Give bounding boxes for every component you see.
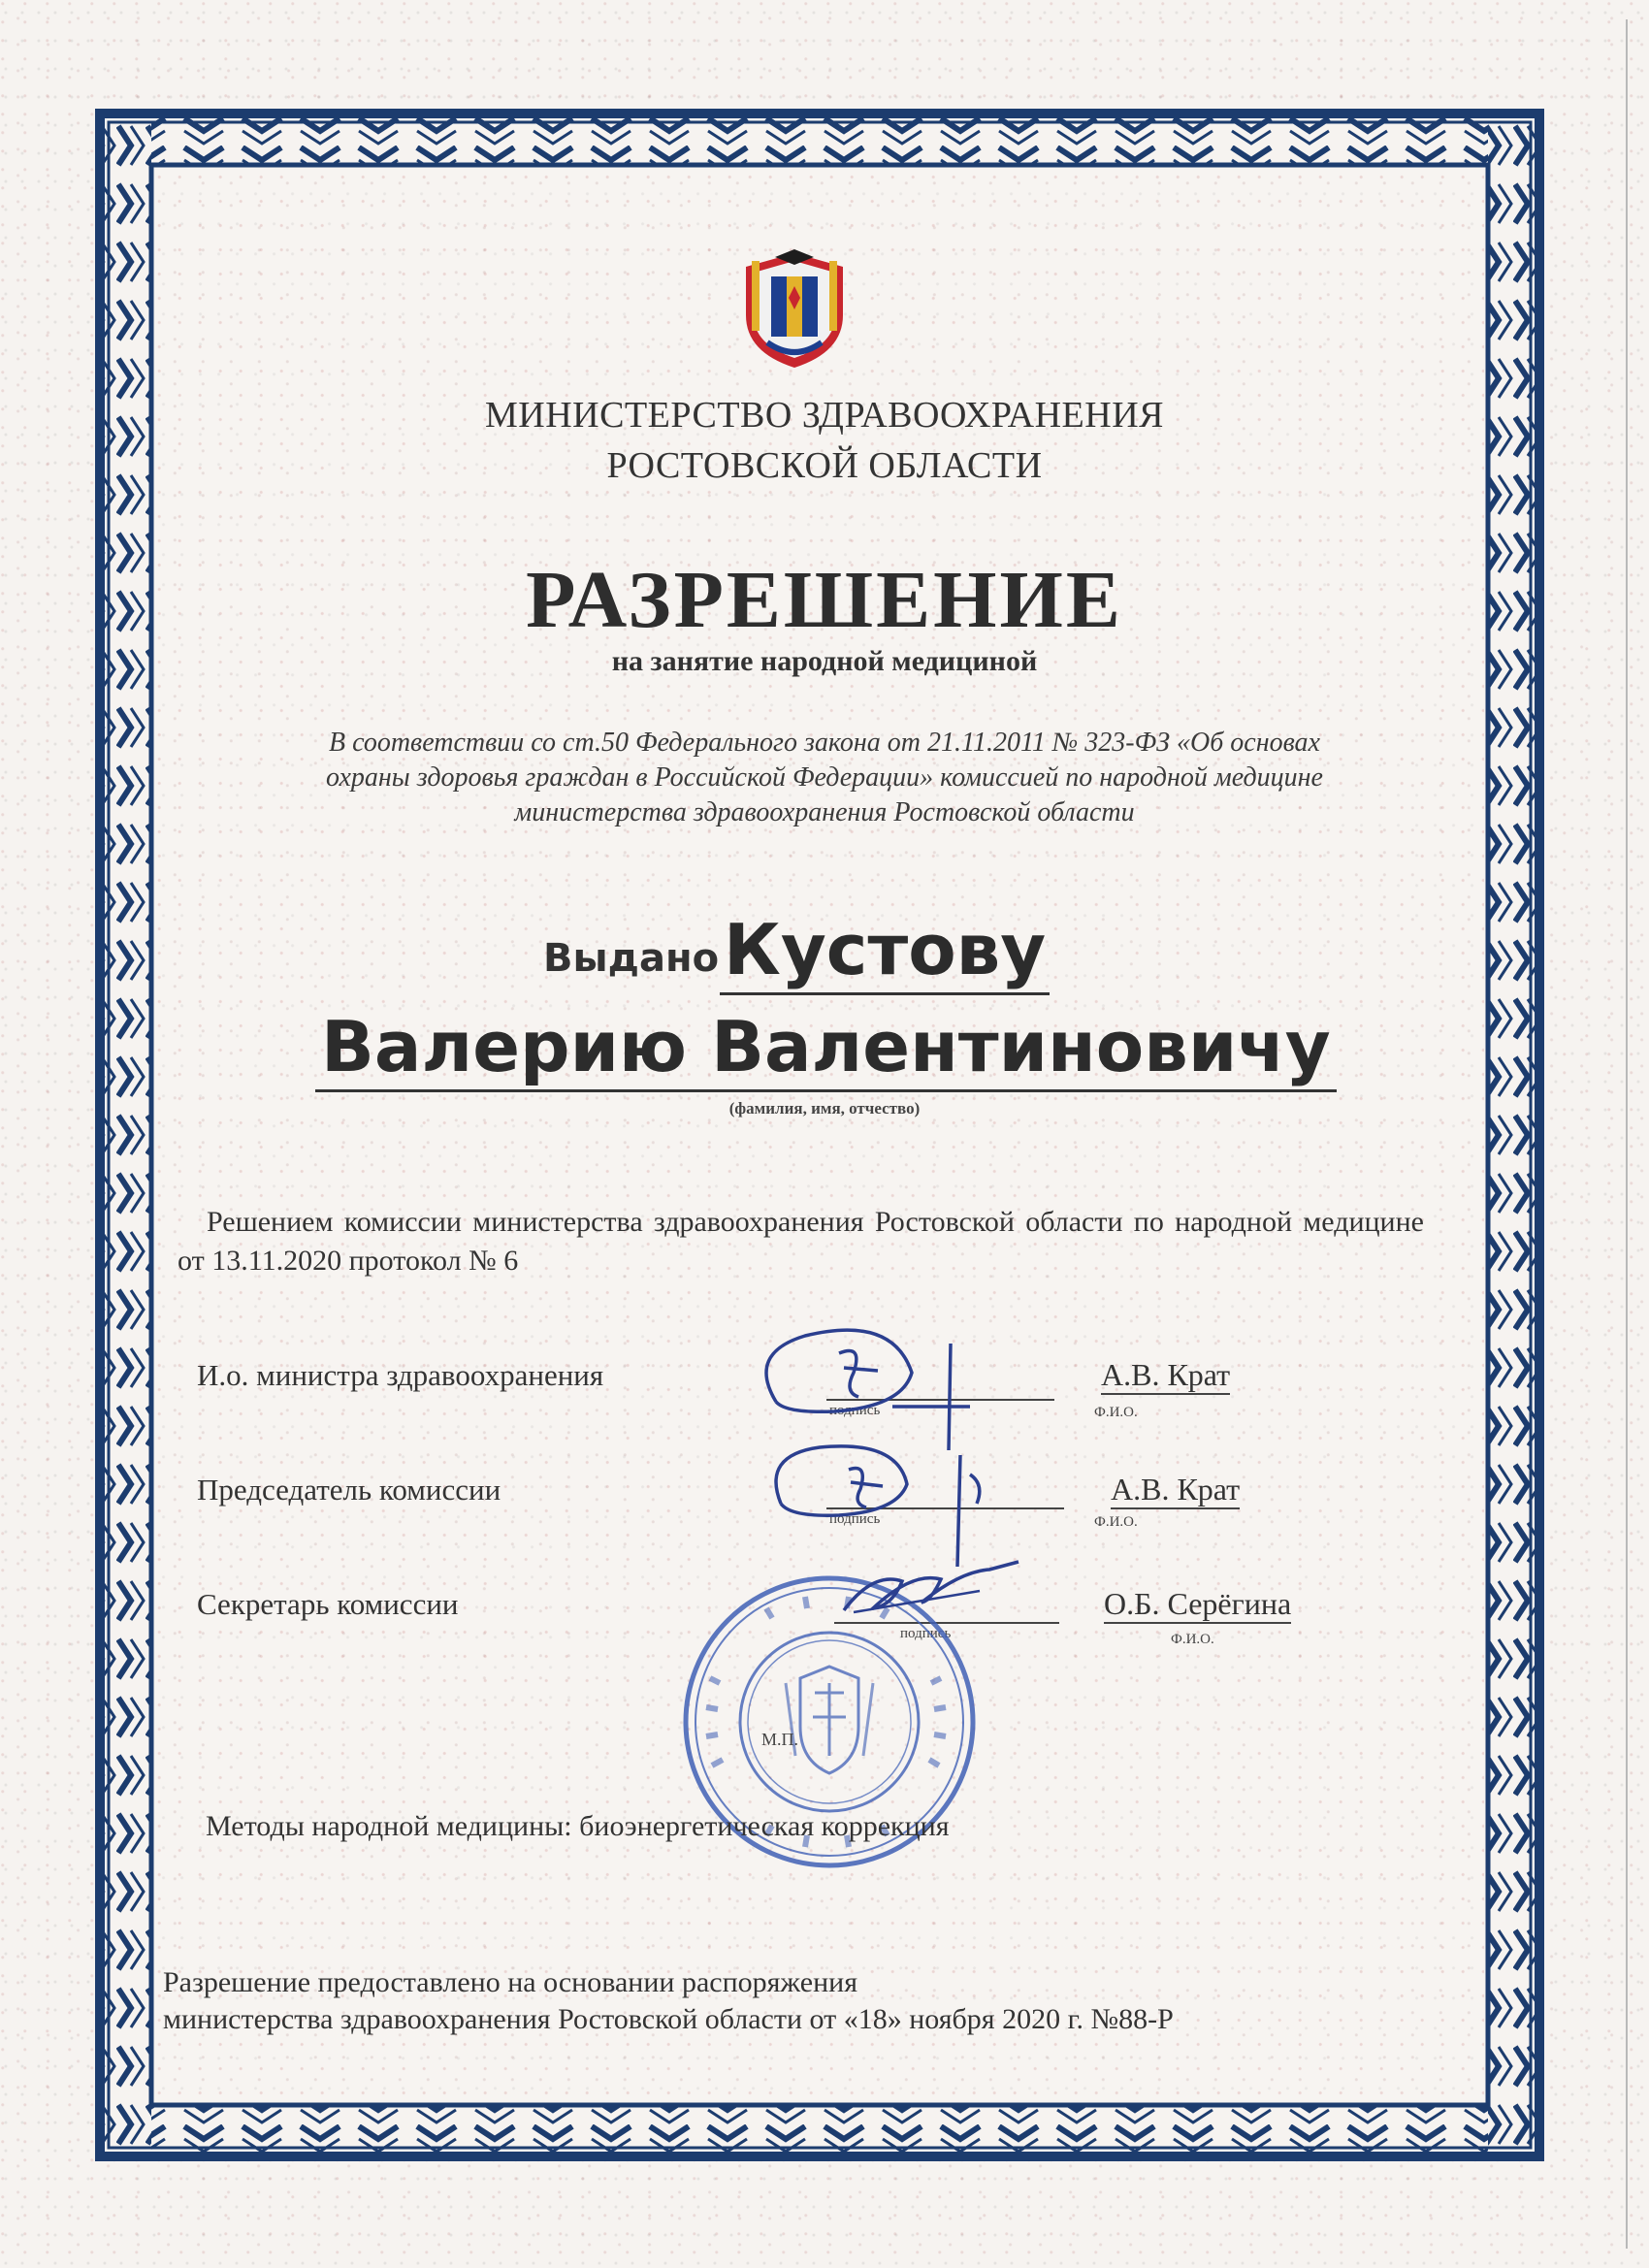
stamp-place-label: М.П. <box>761 1730 799 1749</box>
signature-label-2: подпись <box>829 1511 881 1527</box>
handwritten-signature-3 <box>834 1552 1028 1630</box>
recipient-given-names: Валерию Валентиновичу <box>315 1004 1337 1092</box>
document-subtitle: на занятие народной медициной <box>611 645 1038 677</box>
signatory-role-1: И.о. министра здравоохранения <box>197 1358 604 1392</box>
signature-label-1: подпись <box>829 1403 881 1418</box>
document-title: РАЗРЕШЕНИЕ <box>526 555 1123 645</box>
signatory-name-3: О.Б. Серёгина <box>1104 1585 1291 1624</box>
signatory-name-2: А.В. Крат <box>1111 1471 1240 1509</box>
signature-label-3: подпись <box>900 1626 952 1641</box>
medicine-methods: Методы народной медицины: биоэнергетическая коррекция <box>206 1810 950 1842</box>
basis-line-1: В соответствии со ст.50 Федерального закона от 21.11.2011 № 323-ФЗ «Об основах <box>329 728 1320 758</box>
ministry-name-line1: МИНИСТЕРСТВО ЗДРАВООХРАНЕНИЯ <box>485 395 1164 436</box>
basis-line-3: министерства здравоохранения Ростовской области <box>514 797 1135 827</box>
coat-of-arms-icon <box>732 247 857 372</box>
ministry-name-line2: РОСТОВСКОЙ ОБЛАСТИ <box>606 445 1043 486</box>
name-label-2: Ф.И.О. <box>1094 1514 1138 1530</box>
signatory-role-2: Председатель комиссии <box>197 1473 501 1507</box>
basis-line-2: охраны здоровья граждан в Российской Федерации» комиссией по народной медицине <box>326 762 1323 793</box>
footer-line-2: министерства здравоохранения Ростовской области от «18» ноября 2020 г. №88-Р <box>163 2003 1174 2035</box>
recipient-surname: Кустову <box>720 907 1050 995</box>
name-label-3: Ф.И.О. <box>1171 1632 1214 1647</box>
recipient-name-hint: (фамилия, имя, отчество) <box>728 1099 921 1118</box>
issued-label: Выдано <box>543 936 720 981</box>
signatory-role-3: Секретарь комиссии <box>197 1587 459 1621</box>
name-label-1: Ф.И.О. <box>1094 1405 1138 1420</box>
signatory-name-1: А.В. Крат <box>1101 1356 1230 1395</box>
commission-decision: Решением комиссии министерства здравоохранения Ростовской области по народной медицине от 13.11.2020 протокол № 6 <box>178 1206 1424 1277</box>
footer-line-1: Разрешение предоставлено на основании распоряжения <box>163 1966 857 1998</box>
